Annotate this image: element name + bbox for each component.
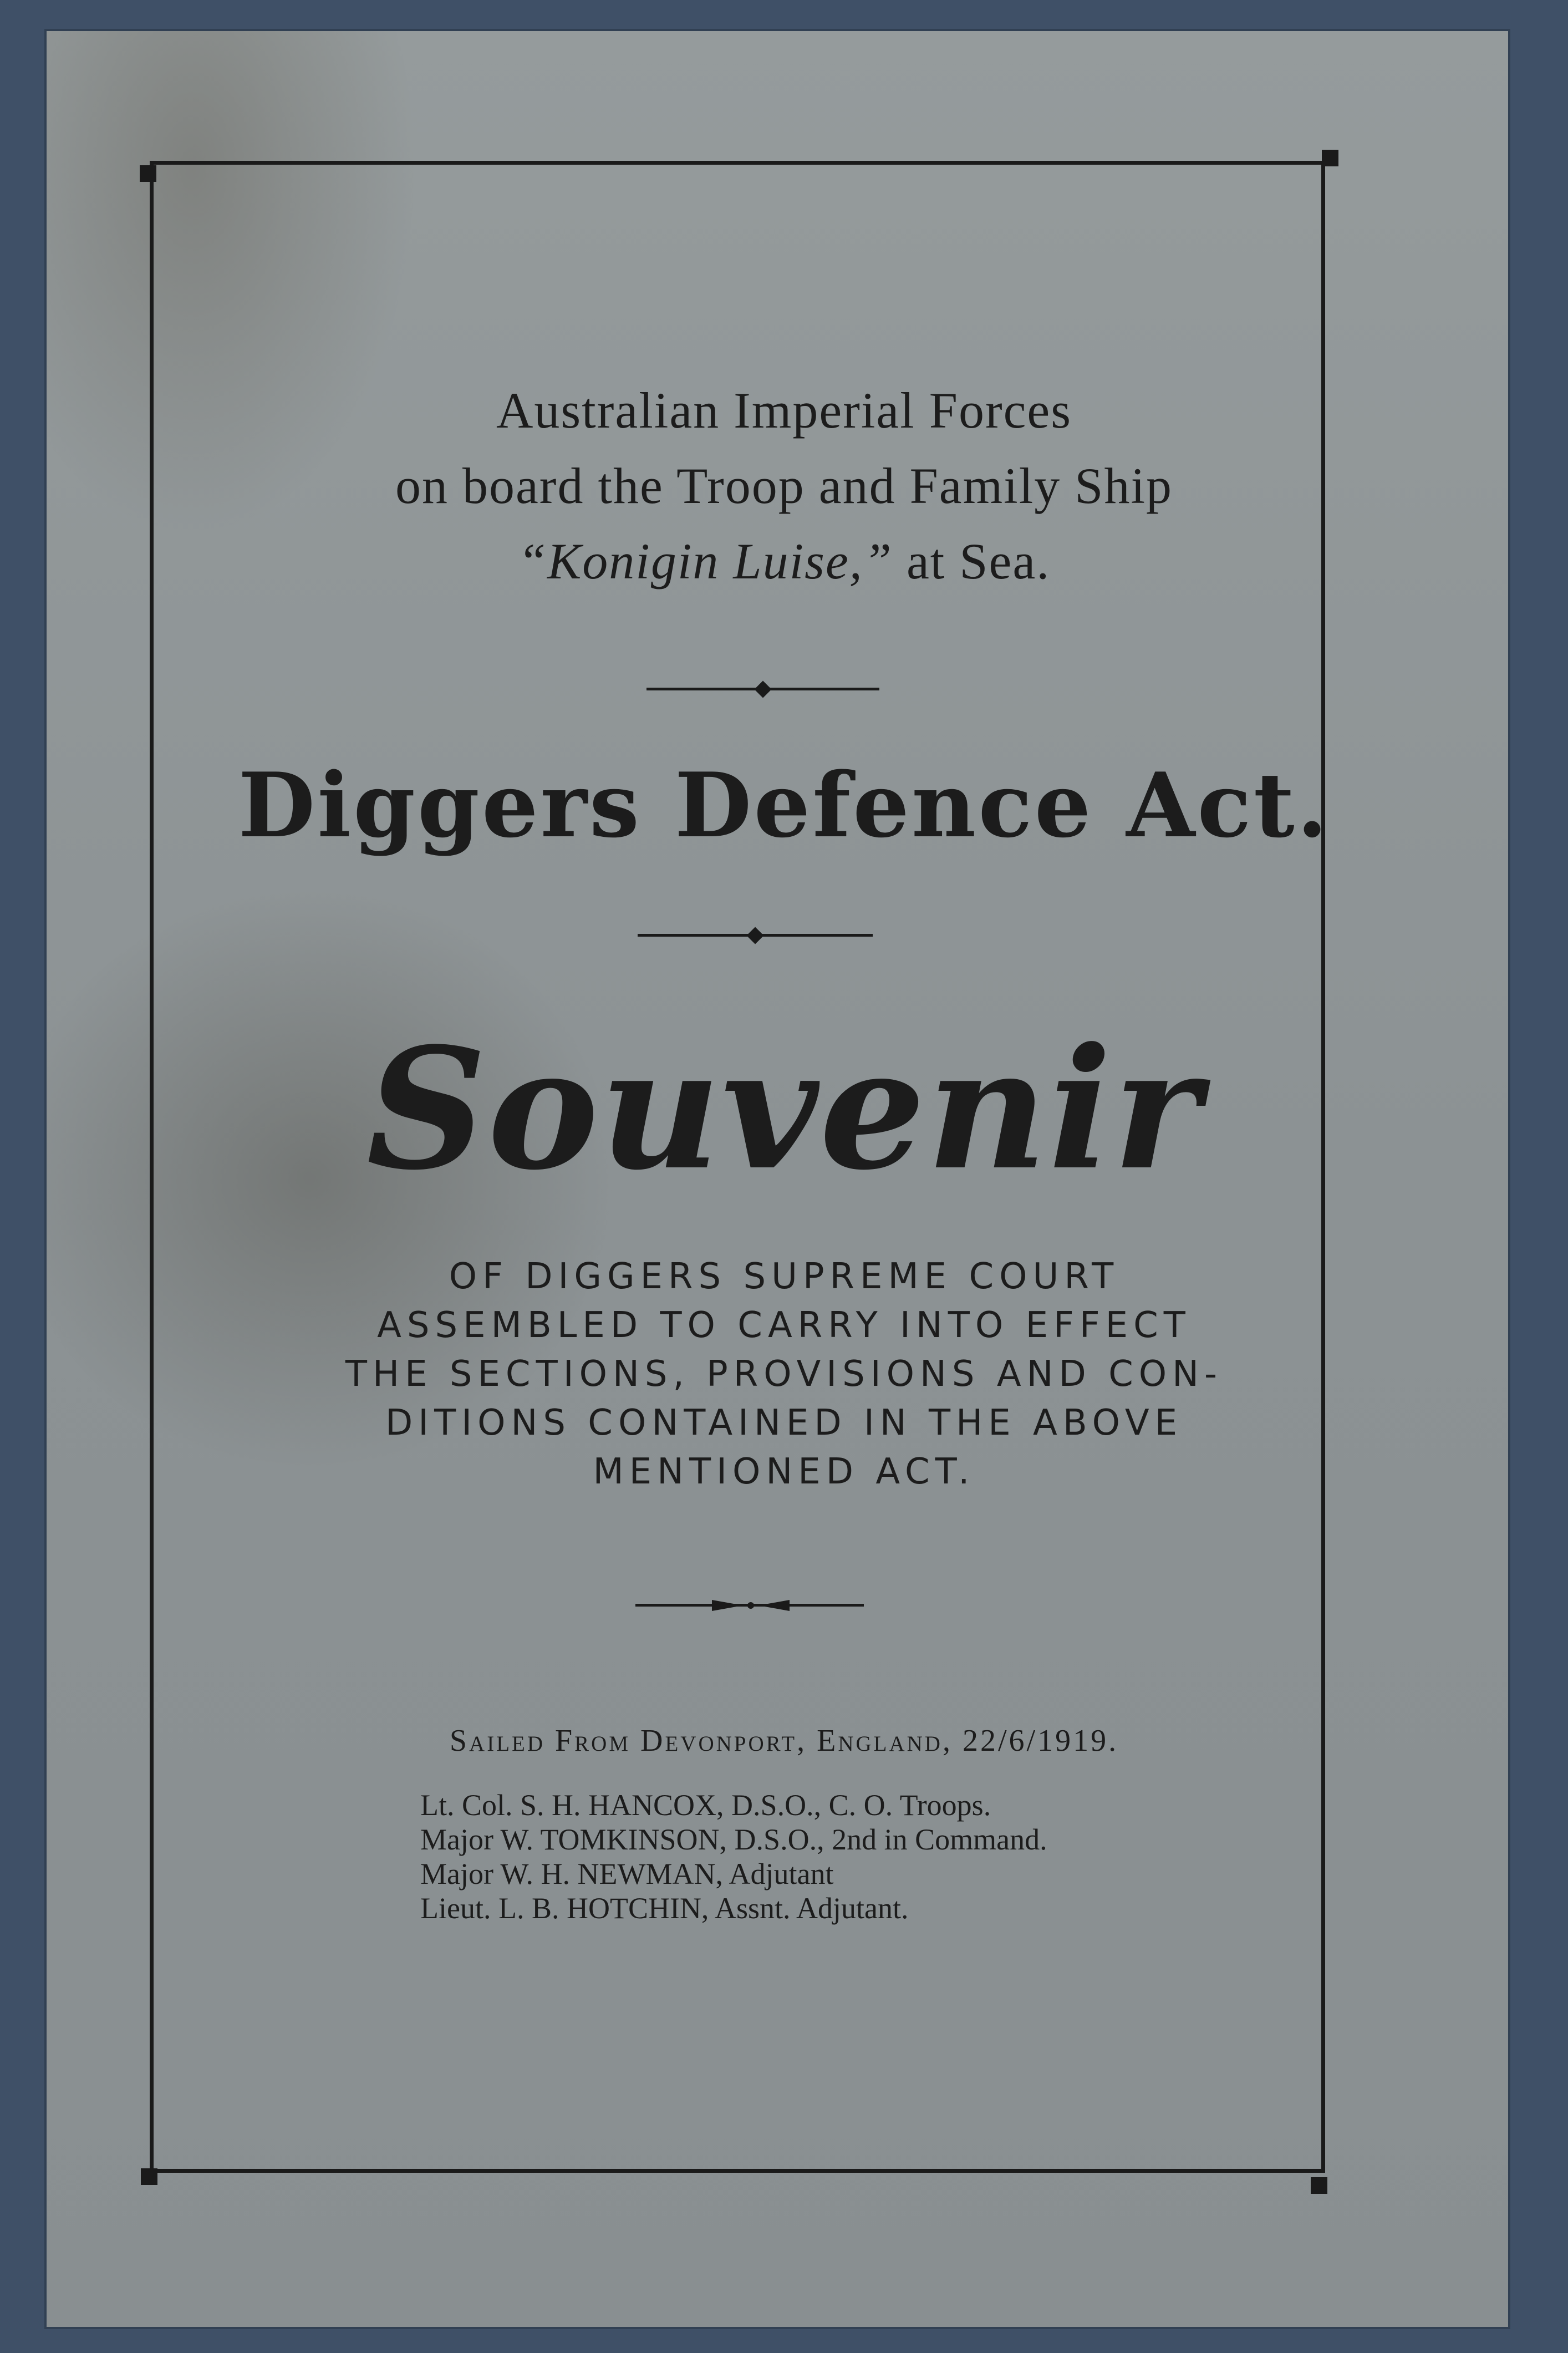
court-line-3: THE SECTIONS, PROVISIONS AND CON- — [345, 1354, 1223, 1395]
officers-list — [420, 1788, 1363, 1925]
officer-line: Major W. TOMKINSON, D.S.O., 2nd in Command. — [420, 1823, 1047, 1856]
court-line-4: DITIONS CONTAINED IN THE ABOVE — [385, 1402, 1183, 1444]
header-line-2: on board the Troop and Family Ship — [395, 458, 1173, 514]
sailed-line: Sailed From Devonport, England, 22/6/1919. — [449, 1724, 1119, 1758]
frame-corner-top-right — [1322, 150, 1338, 166]
header-line-3-rest: at Sea. — [892, 533, 1051, 589]
officer-line: Major W. H. NEWMAN, Adjutant — [420, 1857, 834, 1890]
officer-line: Lieut. L. B. HOTCHIN, Assnt. Adjutant. — [420, 1892, 909, 1925]
act-title: Diggers Defence Act. — [238, 753, 1330, 857]
frame-corner-top-left — [140, 165, 156, 182]
header-line-1: Australian Imperial Forces — [496, 382, 1072, 439]
frame-corner-bottom-left — [141, 2168, 157, 2185]
divider-ornament-3 — [712, 1596, 790, 1615]
ship-name: “Konigin Luise,” — [517, 533, 893, 589]
frame-corner-bottom-right — [1311, 2177, 1327, 2194]
court-line-2: ASSEMBLED TO CARRY INTO EFFECT — [377, 1305, 1191, 1346]
court-line-1: OF DIGGERS SUPREME COURT — [449, 1256, 1119, 1297]
souvenir-title: Souvenir — [366, 1011, 1202, 1207]
court-line-5: MENTIONED ACT. — [593, 1451, 975, 1492]
officer-line: Lt. Col. S. H. HANCOX, D.S.O., C. O. Troops. — [420, 1788, 991, 1822]
header-line-3 — [0, 524, 1568, 599]
